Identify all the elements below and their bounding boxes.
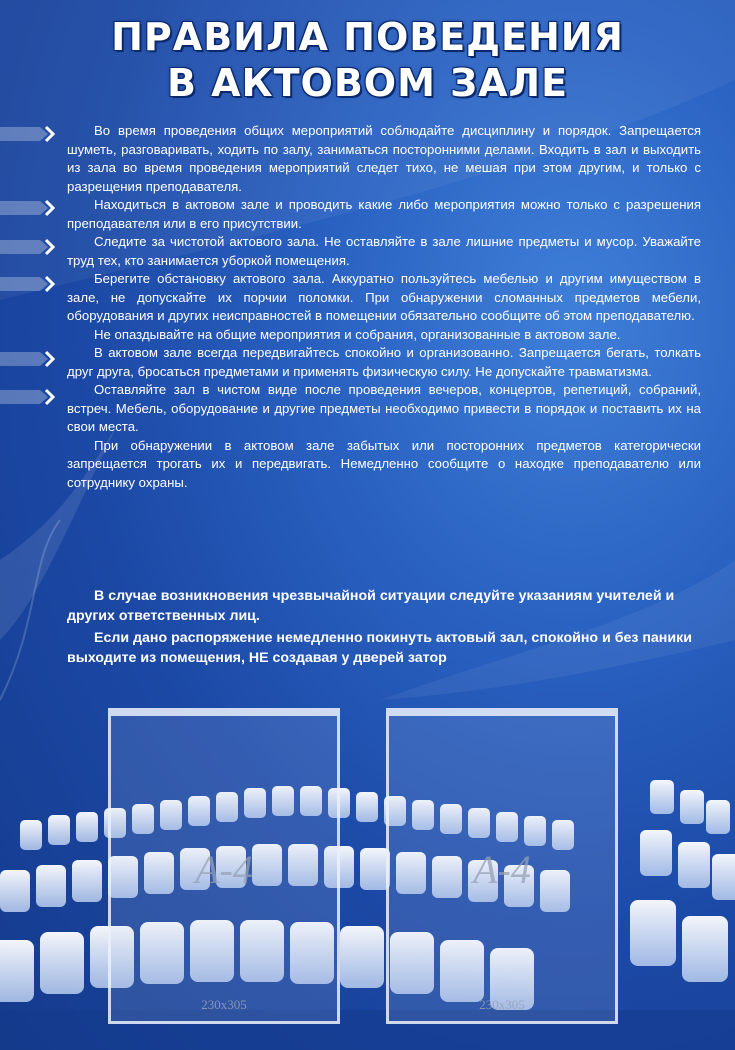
- chevron-right-icon: [0, 275, 58, 293]
- pocket-format-label: А-4: [473, 847, 531, 892]
- rule-paragraph: Следите за чистотой актового зала. Не оставляйте в зале лишние предметы и мусор. Уважайте труд тех, кто занимается уборкой помещения.: [67, 234, 701, 268]
- pocket-size-label: 230x305: [479, 997, 525, 1012]
- chevron-right-icon: [0, 238, 58, 256]
- title-line-1: ПРАВИЛА ПОВЕДЕНИЯ: [111, 15, 624, 59]
- rule-paragraph: Берегите обстановку актового зала. Аккуратно пользуйтесь мебелью и другим имуществом в зале, не допускайте их порчии поломки. При обнаружении сломанных предметов мебели, оборудования и других неисправностей в помещении обязательно сообщите об этом преподавателю.: [67, 271, 701, 323]
- chevron-right-icon: [0, 199, 58, 217]
- rule-paragraph: Находиться в актовом зале и проводить какие либо мероприятия можно только с разрешения преподавателя или в его присутствии.: [67, 197, 701, 231]
- rule-paragraph: Во время проведения общих мероприятий соблюдайте дисциплину и порядок. Запрещается шуметь, разговаривать, ходить по залу, заниматься посторонними делами. Входить в зал и выходить из зала во время проведения мероприятий следет тихо, не мешая при этом другим, и только с разрещения преподавателя.: [67, 123, 701, 194]
- chevron-right-icon: [0, 388, 58, 406]
- chevron-right-icon: [0, 125, 58, 143]
- page-title: [0, 14, 735, 106]
- title-line-2: В АКТОВОМ ЗАЛЕ: [166, 61, 569, 105]
- document-pocket: [108, 708, 340, 1024]
- emergency-paragraph: Если дано распоряжение немедленно покинуть актовый зал, спокойно и без паники выходите из помещения, НЕ создавая у дверей затор: [67, 630, 692, 666]
- pocket-size-label: 230x305: [201, 997, 247, 1012]
- rule-paragraph: В актовом зале всегда передвигайтесь спокойно и организованно. Запрещается бегать, толкать друг друга, бросаться предметами и применять физическую силу. Не допускайте травматизма.: [67, 345, 701, 379]
- rules-list: [67, 122, 701, 492]
- rule-paragraph: При обнаружении в актовом зале забытых или посторонних предметов категорически запрещается трогать их и передвигать. Немедленно сообщите о находке преподавателю или сотруднику охраны.: [67, 437, 701, 490]
- emergency-paragraph: В случае возникновения чрезвычайной ситуации следуйте указаниям учителей и других ответственных лиц.: [67, 588, 675, 624]
- chevron-right-icon: [0, 350, 58, 368]
- document-pocket: [386, 708, 618, 1024]
- rule-paragraph: Оставляйте зал в чистом виде после проведения вечеров, концертов, репетиций, собраний, встреч. Мебель, оборудование и другие предметы необходимо привести в порядок и поставить их на свои места.: [67, 382, 701, 434]
- rule-paragraph: Не опаздывайте на общие мероприятия и собрания, организованные в актовом зале.: [94, 326, 621, 342]
- emergency-notice: [67, 586, 705, 670]
- pocket-format-label: А-4: [195, 847, 253, 892]
